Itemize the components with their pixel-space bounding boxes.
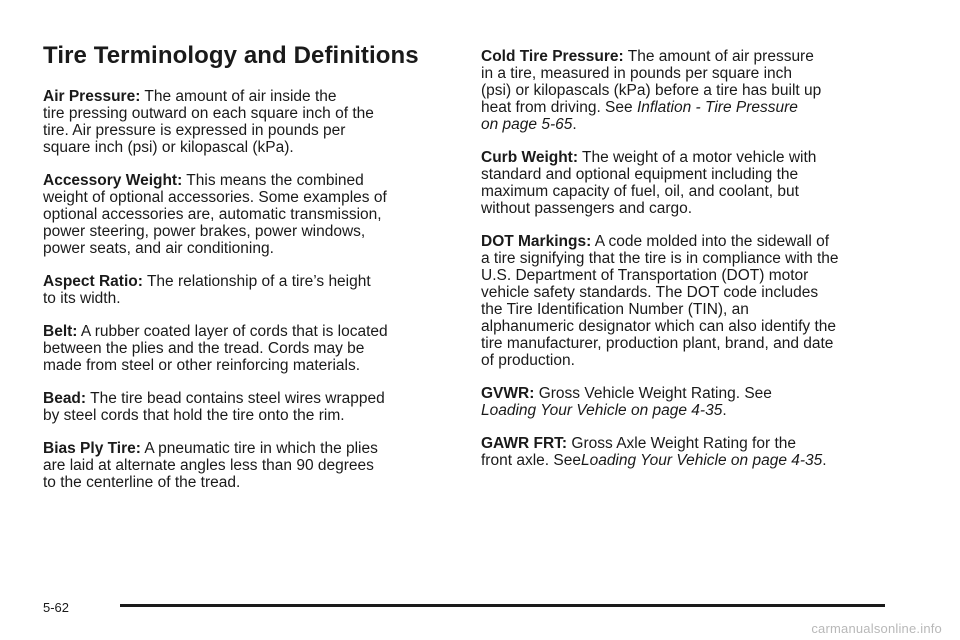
definition-air-pressure (43, 88, 458, 156)
term-label: Curb Weight: (481, 149, 579, 166)
definition-curb-weight (481, 149, 896, 217)
definition-aspect-ratio (43, 273, 458, 307)
definition-text: The amount of air pressure in a tire, measured in pounds per square inch (psi) or kilopascals (kPa) before a tire has built up heat from driving. See (481, 48, 822, 116)
definition-text-tail: . (572, 116, 577, 133)
page-number: 5-62 (43, 600, 70, 615)
term-label: GVWR: (481, 385, 535, 402)
definition-text: The relationship of a tire’s height to its width. (43, 273, 371, 307)
definition-text: Gross Axle Weight Rating for the front axle. See (481, 435, 796, 469)
definition-text: The tire bead contains steel wires wrapped by steel cords that hold the tire onto the rim. (43, 390, 385, 424)
right-column (481, 48, 896, 485)
page-title: Tire Terminology and Definitions (43, 42, 419, 69)
term-label: Aspect Ratio: (43, 273, 143, 290)
definition-text: A pneumatic tire in which the plies are laid at alternate angles less than 90 degrees to the centerline of the tread. (43, 440, 378, 491)
cross-reference-link[interactable]: Loading Your Vehicle on page 4-35 (580, 452, 823, 469)
definition-accessory-weight (43, 172, 458, 257)
definition-text: A rubber coated layer of cords that is located between the plies and the tread. Cords may be made from steel or other reinforcing materials. (43, 323, 388, 374)
watermark: carmanualsonline.info (811, 621, 942, 636)
term-label: Bias Ply Tire: (43, 440, 141, 457)
definition-text: This means the combined weight of optional accessories. Some examples of optional accessories are, automatic transmission, power steering, power brakes, power windows, power seats, and air conditioning. (43, 172, 387, 257)
definition-text: A code molded into the sidewall of a tire signifying that the tire is in compliance with the U.S. Department of Transportation (DOT) motor vehicle safety standards. The DOT code includes the Tire Identification Number (TIN), an alphanumeric designator which can also identify the tire manufacturer, production plant, brand, and date of production. (481, 233, 839, 369)
footer-divider (120, 604, 885, 607)
cross-reference-link[interactable]: Loading Your Vehicle on page 4-35 (481, 402, 723, 419)
term-label: Belt: (43, 323, 78, 340)
definition-gawr-frt (481, 435, 896, 469)
definition-cold-tire-pressure (481, 48, 896, 133)
definition-text: The amount of air inside the tire pressing outward on each square inch of the tire. Air pressure is expressed in pounds per square inch (psi) or kilopascal (kPa). (43, 88, 374, 156)
definition-text-tail: . (722, 402, 727, 419)
term-label: GAWR FRT: (481, 435, 568, 452)
cross-reference-link[interactable]: Inflation - Tire Pressure on page 5-65 (481, 99, 798, 133)
term-label: DOT Markings: (481, 233, 592, 250)
term-label: Cold Tire Pressure: (481, 48, 624, 65)
definition-bias-ply-tire (43, 440, 458, 491)
definition-dot-markings (481, 233, 896, 369)
definition-text-tail: . (822, 452, 827, 469)
term-label: Air Pressure: (43, 88, 141, 105)
definition-text: The weight of a motor vehicle with standard and optional equipment including the maximum capacity of fuel, oil, and coolant, but without passengers and cargo. (481, 149, 817, 217)
term-label: Bead: (43, 390, 87, 407)
definition-belt (43, 323, 458, 374)
definition-gvwr (481, 385, 896, 419)
term-label: Accessory Weight: (43, 172, 183, 189)
definition-text: Gross Vehicle Weight Rating. See (538, 385, 772, 402)
left-column (43, 88, 458, 507)
definition-bead (43, 390, 458, 424)
